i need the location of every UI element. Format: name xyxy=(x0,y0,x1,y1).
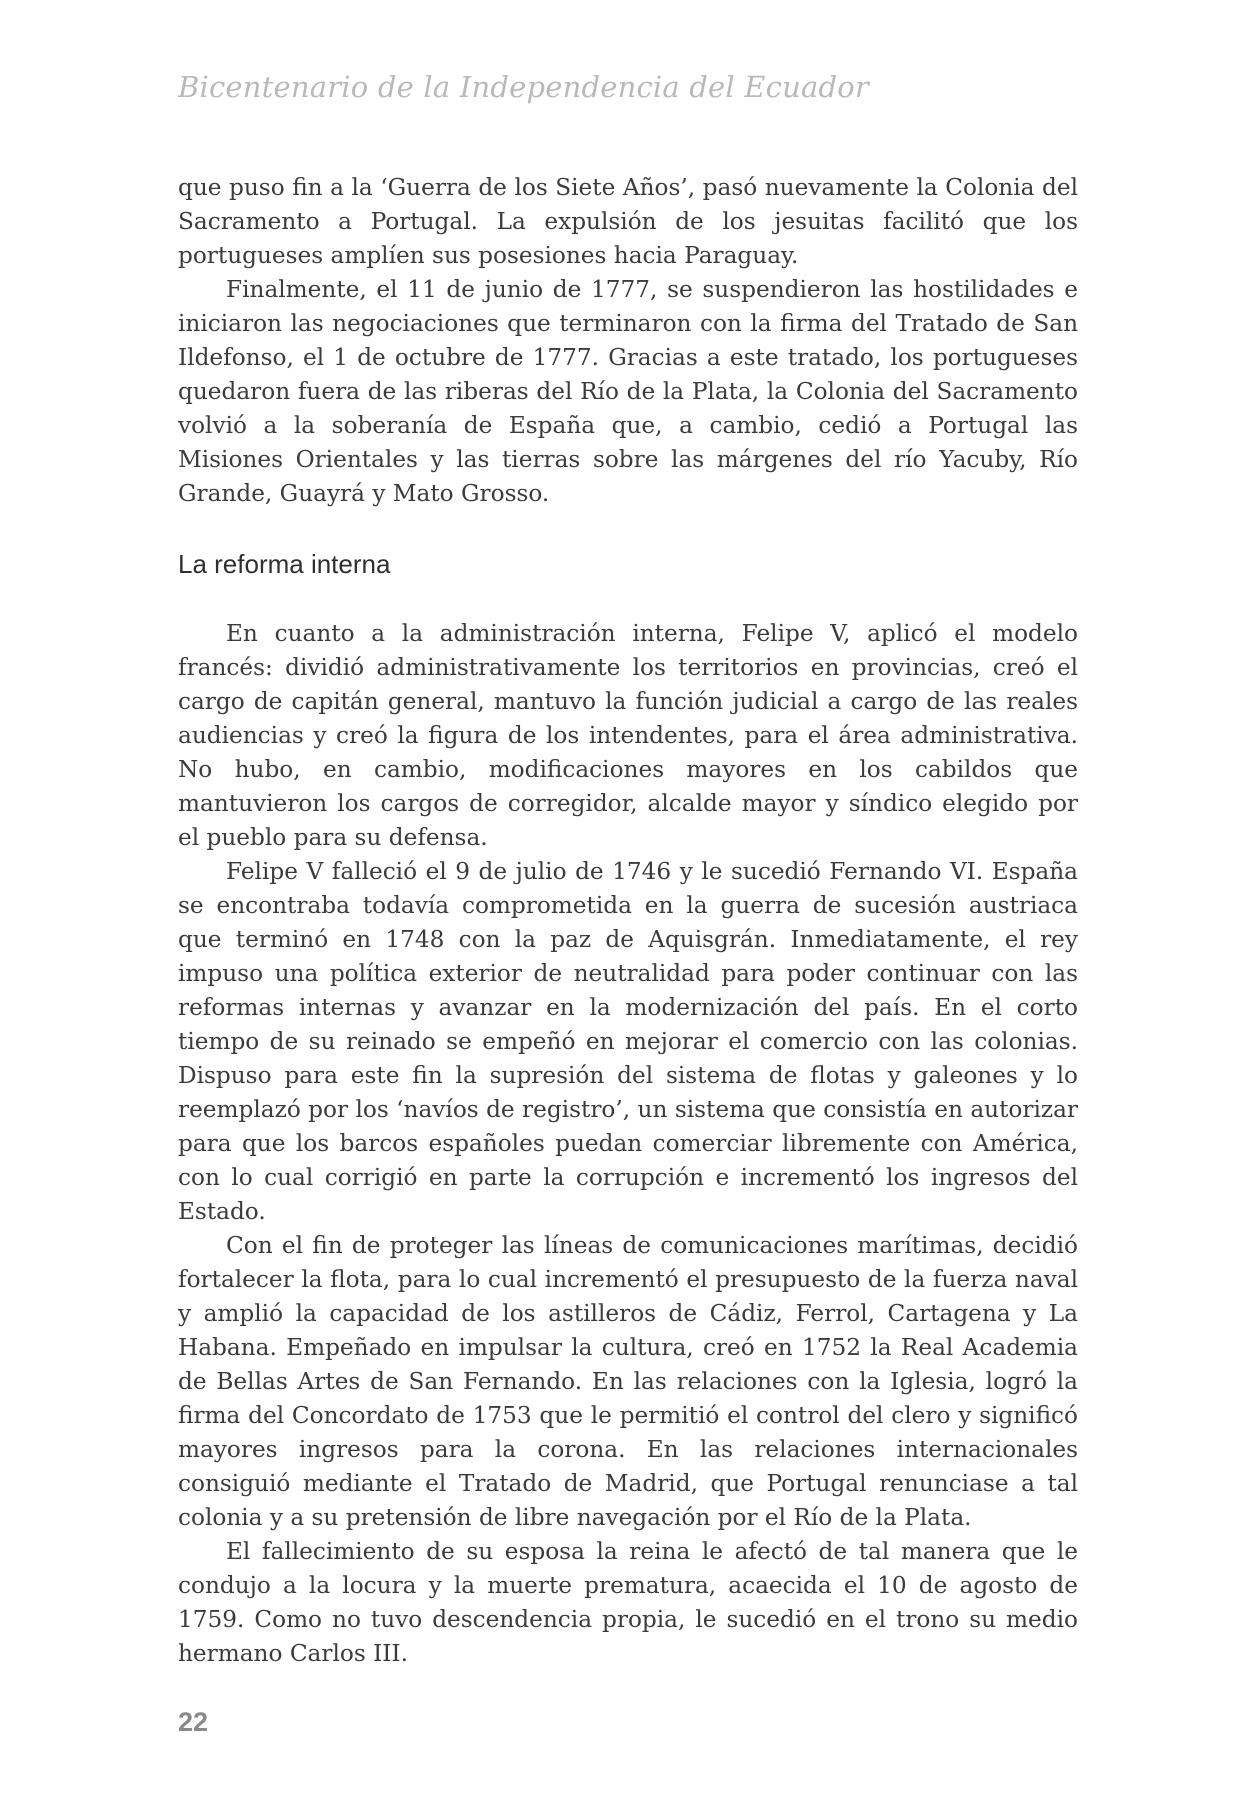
section-heading: La reforma interna xyxy=(178,549,391,579)
paragraph: Con el fin de proteger las líneas de comunicaciones marítimas, decidió fortalecer la flota, para lo cual incrementó el presupuesto de la fuerza naval y amplió la capacidad de los astilleros de Cádiz, Ferrol, Cartagena y La Habana. Empeñado en impulsar la cultura, creó en 1752 la Real Academia de Bellas Artes de San Fernando. En las relaciones con la Iglesia, logró la firma del Concordato de 1753 que le permitió el control del clero y significó mayores ingresos para la corona. En las relaciones internacionales consiguió mediante el Tratado de Madrid, que Portugal renunciase a tal colonia y a su pretensión de libre navegación por el Río de la Plata. xyxy=(178,1232,1078,1531)
page-number: 22 xyxy=(178,1707,209,1737)
body-text xyxy=(178,171,1078,1671)
paragraph: Felipe V falleció el 9 de julio de 1746 y le sucedió Fernando VI. España se encontraba todavía comprometida en la guerra de sucesión austriaca que terminó en 1748 con la paz de Aquisgrán. Inmediatamente, el rey impuso una política exterior de neutralidad para poder continuar con las reformas internas y avanzar en la modernización del país. En el corto tiempo de su reinado se empeñó en mejorar el comercio con las colonias. Dispuso para este fin la supresión del sistema de flotas y galeones y lo reemplazó por los ‘navíos de registro’, un sistema que consistía en autorizar para que los barcos españoles puedan comerciar libremente con América, con lo cual corrigió en parte la corrupción e incrementó los ingresos del Estado. xyxy=(178,858,1078,1225)
paragraph: En cuanto a la administración interna, Felipe V, aplicó el modelo francés: dividió administrativamente los territorios en provincias, creó el cargo de capitán general, mantuvo la función judicial a cargo de las reales audiencias y creó la figura de los intendentes, para el área administrativa. No hubo, en cambio, modificaciones mayores en los cabildos que mantuvieron los cargos de corregidor, alcalde mayor y síndico elegido por el pueblo para su defensa. xyxy=(178,620,1078,851)
paragraph: Finalmente, el 11 de junio de 1777, se suspendieron las hostilidades e iniciaron las negociaciones que terminaron con la firma del Tratado de San Ildefonso, el 1 de octubre de 1777. Gracias a este tratado, los portugueses quedaron fuera de las riberas del Río de la Plata, la Colonia del Sacramento volvió a la soberanía de España que, a cambio, cedió a Portugal las Misiones Orientales y las tierras sobre las márgenes del río Yacuby, Río Grande, Guayrá y Mato Grosso. xyxy=(178,276,1078,507)
paragraph: El fallecimiento de su esposa la reina le afectó de tal manera que le condujo a la locura y la muerte prematura, acaecida el 10 de agosto de 1759. Como no tuvo descendencia propia, le sucedió en el trono su medio hermano Carlos III. xyxy=(178,1538,1078,1667)
running-header: Bicentenario de la Independencia del Ecuador xyxy=(178,70,869,104)
paragraph: que puso fin a la ‘Guerra de los Siete Años’, pasó nuevamente la Colonia del Sacramento a Portugal. La expulsión de los jesuitas facilitó que los portugueses amplíen sus posesiones hacia Paraguay. xyxy=(178,174,1078,269)
